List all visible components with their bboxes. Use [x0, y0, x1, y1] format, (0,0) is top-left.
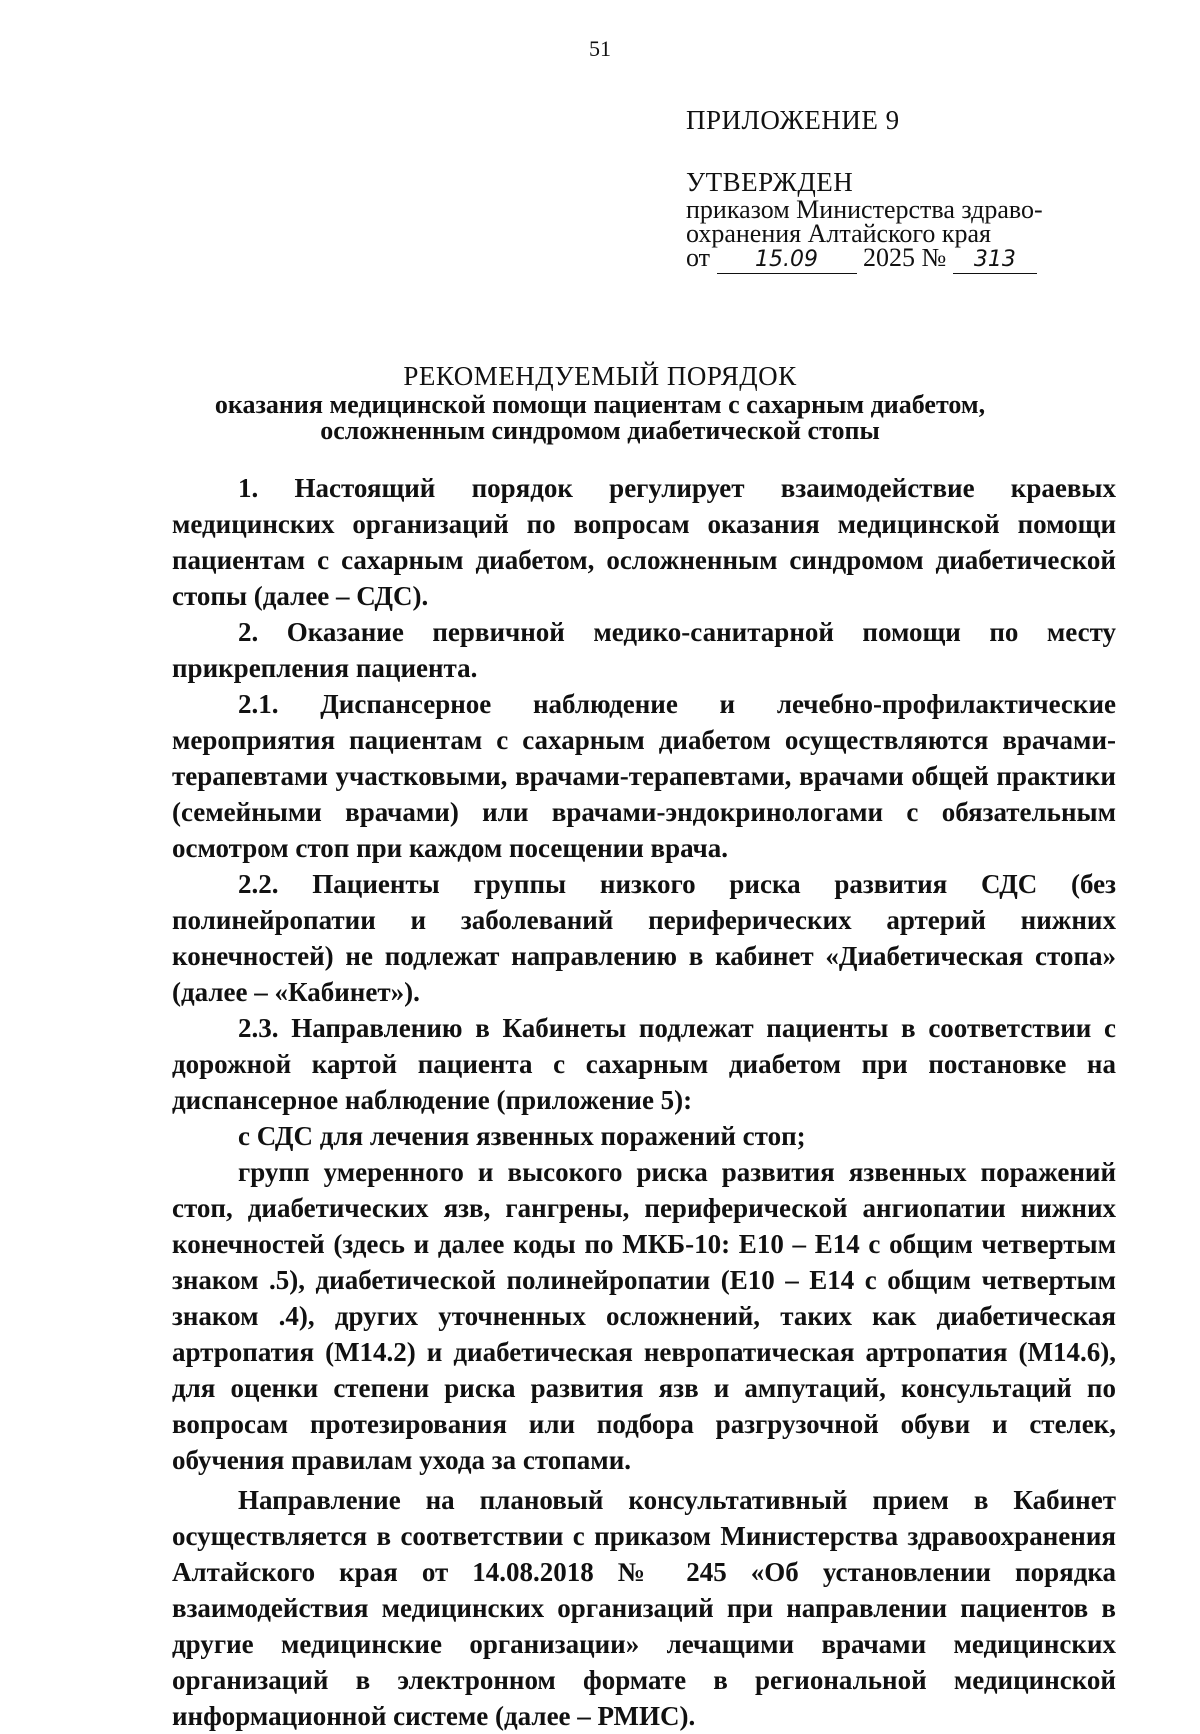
document-subtitle-line-2: осложненным синдромом диабетической стопы — [320, 416, 880, 445]
document-body — [172, 470, 1116, 1734]
document-title: РЕКОМЕНДУЕМЫЙ ПОРЯДОК — [403, 361, 797, 391]
document-heading — [0, 360, 1200, 444]
paragraph-2-2: 2.2. Пациенты группы низкого риска развития СДС (без полинейропатии и заболеваний периферических артерий нижних конечностей) не подлежат направлению в кабинет «Диабетическая стопа» (далее – «Кабинет»). — [172, 869, 1116, 1007]
list-item-risk-groups: групп умеренного и высокого риска развития язвенных поражений стоп, диабетических язв, гангрены, периферической ангиопатии нижних конечностей (здесь и далее коды по МКБ-10: Е10 – Е14 с общим четвертым знаком .5), диабетической полинейропатии (Е10 – Е14 с общим четвертым знаком .4), других уточненных осложнений, таких как диабетическая артропатия (M14.2) и диабетическая невропатическая артропатия (M14.6), для оценки степени риска развития язв и ампутаций, консультаций по вопросам протезирования или подбора разгрузочной обуви и стелек, обучения правилам ухода за стопами. — [172, 1157, 1116, 1475]
document-subtitle-line-1: оказания медицинской помощи пациентам с сахарным диабетом, — [214, 390, 986, 419]
list-item-sds: с СДС для лечения язвенных поражений стоп; — [238, 1121, 806, 1151]
page-number: 51 — [589, 36, 611, 61]
approved-by-line-1: приказом Министерства здраво- — [686, 195, 1043, 224]
approved-by-line-2: охранения Алтайского края — [686, 219, 992, 248]
paragraph-2: 2. Оказание первичной медико-санитарной помощи по месту прикрепления пациента. — [172, 617, 1116, 683]
annex-label: ПРИЛОЖЕНИЕ 9 — [686, 105, 900, 135]
order-date-line — [686, 243, 1043, 274]
approved-label: УТВЕРЖДЕН — [686, 167, 854, 197]
paragraph-referral: Направление на плановый консультативный прием в Кабинет осуществляется в соответствии с приказом Министерства здравоохранения Алтайского края от 14.08.2018 № 245 «Об установлении порядка взаимодействия медицинских организаций при направлении пациентов в другие медицинские организации» лечащими врачами медицинских организаций в электронном формате в региональной медицинской информационной системе (далее – РМИС). — [172, 1485, 1116, 1731]
approval-block — [686, 104, 1043, 274]
order-year: 2025 № — [863, 243, 947, 272]
handwritten-date: 15.09 — [717, 247, 857, 274]
handwritten-order-number: 313 — [953, 247, 1037, 274]
paragraph-2-3: 2.3. Направлению в Кабинеты подлежат пациенты в соответствии с дорожной картой пациента с сахарным диабетом при постановке на диспансерное наблюдение (приложение 5): — [172, 1013, 1116, 1115]
paragraph-1: 1. Настоящий порядок регулирует взаимодействие краевых медицинских организаций по вопросам оказания медицинской помощи пациентам с сахарным диабетом, осложненным синдромом диабетической стопы (далее – СДС). — [172, 473, 1116, 611]
paragraph-2-1: 2.1. Диспансерное наблюдение и лечебно-профилактические мероприятия пациентам с сахарным диабетом осуществляются врачами-терапевтами участковыми, врачами-терапевтами, врачами общей практики (семейными врачами) или врачами-эндокринологами с обязательным осмотром стоп при каждом посещении врача. — [172, 689, 1116, 863]
date-prefix: от — [686, 243, 711, 272]
